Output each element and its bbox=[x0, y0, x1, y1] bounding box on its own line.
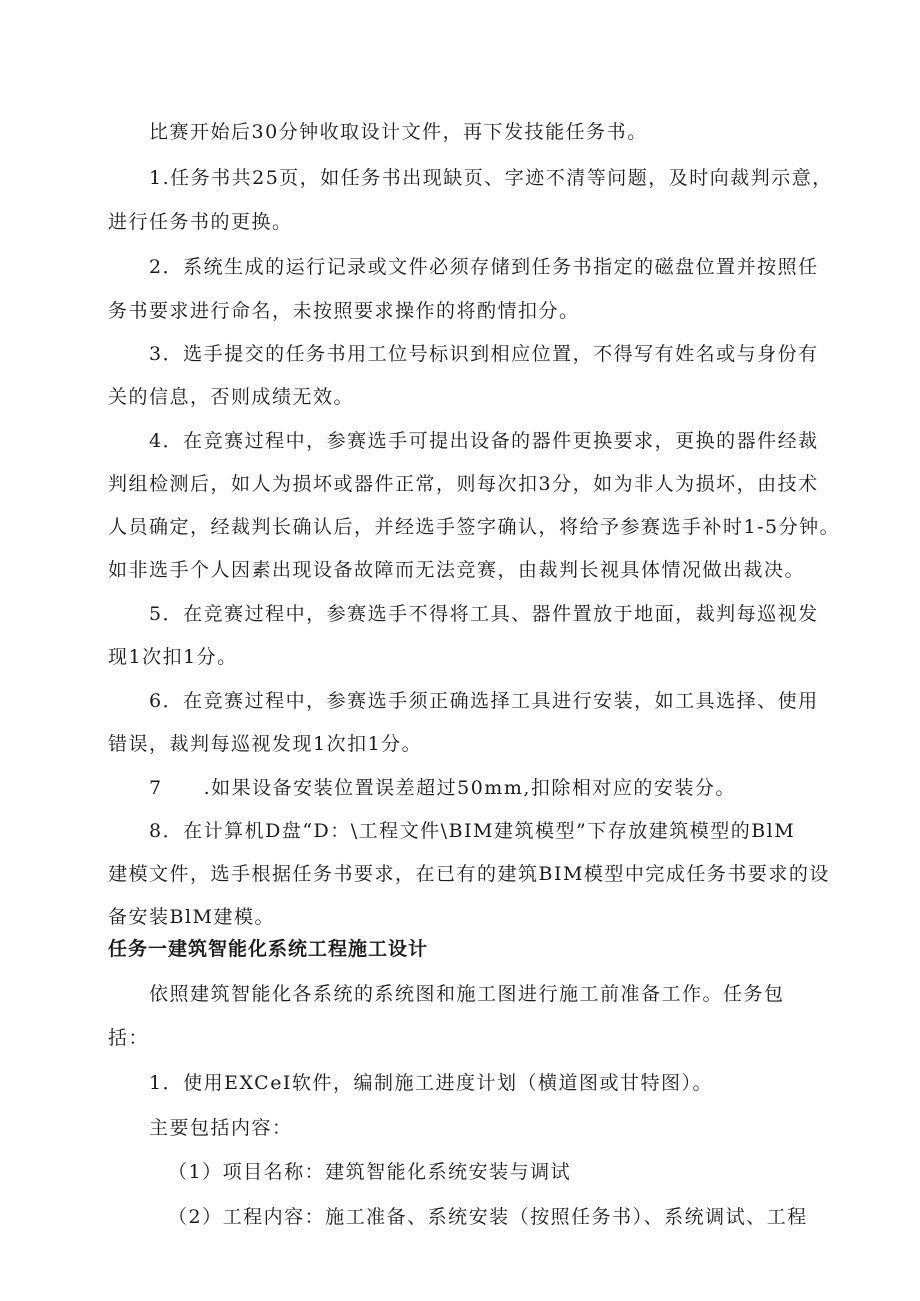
rule-8-line-3: 备安装BlM建模。 bbox=[108, 906, 275, 928]
intro-line: 比赛开始后30分钟收取设计文件，再下发技能任务书。 bbox=[149, 121, 648, 143]
rule-7-line-1: 7 .如果设备安装位置误差超过50mm,扣除相对应的安装分。 bbox=[149, 777, 736, 799]
section-intro-line-1: 依照建筑智能化各系统的系统图和施工图进行施工前准备工作。任务包 bbox=[149, 983, 785, 1005]
rule-4-line-2: 判组检测后，如人为损坏或器件正常，则每次扣3分，如为非人为损坏，由技术 bbox=[108, 473, 819, 495]
rule-8-line-1: 8．在计算机D盘“D：\工程文件\BIM建筑模型”下存放建筑模型的BlM bbox=[149, 820, 796, 842]
rule-6-line-1: 6．在竞赛过程中，参赛选手须正确选择工具进行安装，如工具选择、使用 bbox=[149, 690, 819, 712]
rule-5-line-2: 现1次扣1分。 bbox=[108, 646, 238, 668]
rule-6-line-2: 错误，裁判每巡视发现1次扣1分。 bbox=[108, 733, 423, 755]
rule-1-line-2: 进行任务书的更换。 bbox=[108, 211, 293, 233]
rule-5-line-1: 5．在竞赛过程中，参赛选手不得将工具、器件置放于地面，裁判每巡视发 bbox=[149, 603, 819, 625]
rule-2-line-1: 2．系统生成的运行记录或文件必须存储到任务书指定的磁盘位置并按照任 bbox=[149, 256, 819, 278]
rule-4-line-3: 人员确定，经裁判长确认后，并经选手签字确认，将给予参赛选手补时1-5分钟。 bbox=[108, 516, 841, 538]
rule-4-line-4: 如非选手个人因素出现设备故障而无法竞赛，由裁判长视具体情况做出裁决。 bbox=[108, 559, 806, 581]
item-2-line: （2）工程内容：施工准备、系统安装（按照任务书）、系统调试、工程 bbox=[168, 1206, 808, 1228]
section-intro-line-2: 括： bbox=[108, 1027, 150, 1049]
rule-1-line-1: 1.任务书共25页，如任务书出现缺页、字迹不清等问题，及时向裁判示意， bbox=[149, 167, 833, 189]
section-title: 任务一建筑智能化系统工程施工设计 bbox=[108, 938, 429, 960]
item-1-line: （1）项目名称：建筑智能化系统安装与调试 bbox=[168, 1161, 572, 1183]
rule-2-line-2: 务书要求进行命名，未按照要求操作的将酌情扣分。 bbox=[108, 300, 580, 322]
contents-heading: 主要包括内容： bbox=[149, 1117, 293, 1139]
task-1-line: 1．使用EXCeI软件，编制施工进度计划（横道图或甘特图）。 bbox=[149, 1072, 713, 1094]
rule-3-line-1: 3．选手提交的任务书用工位号标识到相应位置，不得写有姓名或与身份有 bbox=[149, 343, 819, 365]
rule-8-line-2: 建模文件，选手根据任务书要求，在已有的建筑BIM模型中完成任务书要求的设 bbox=[108, 863, 830, 885]
rule-3-line-2: 关的信息，否则成绩无效。 bbox=[108, 386, 355, 408]
rule-4-line-1: 4．在竞赛过程中，参赛选手可提出设备的器件更换要求，更换的器件经裁 bbox=[149, 430, 819, 452]
